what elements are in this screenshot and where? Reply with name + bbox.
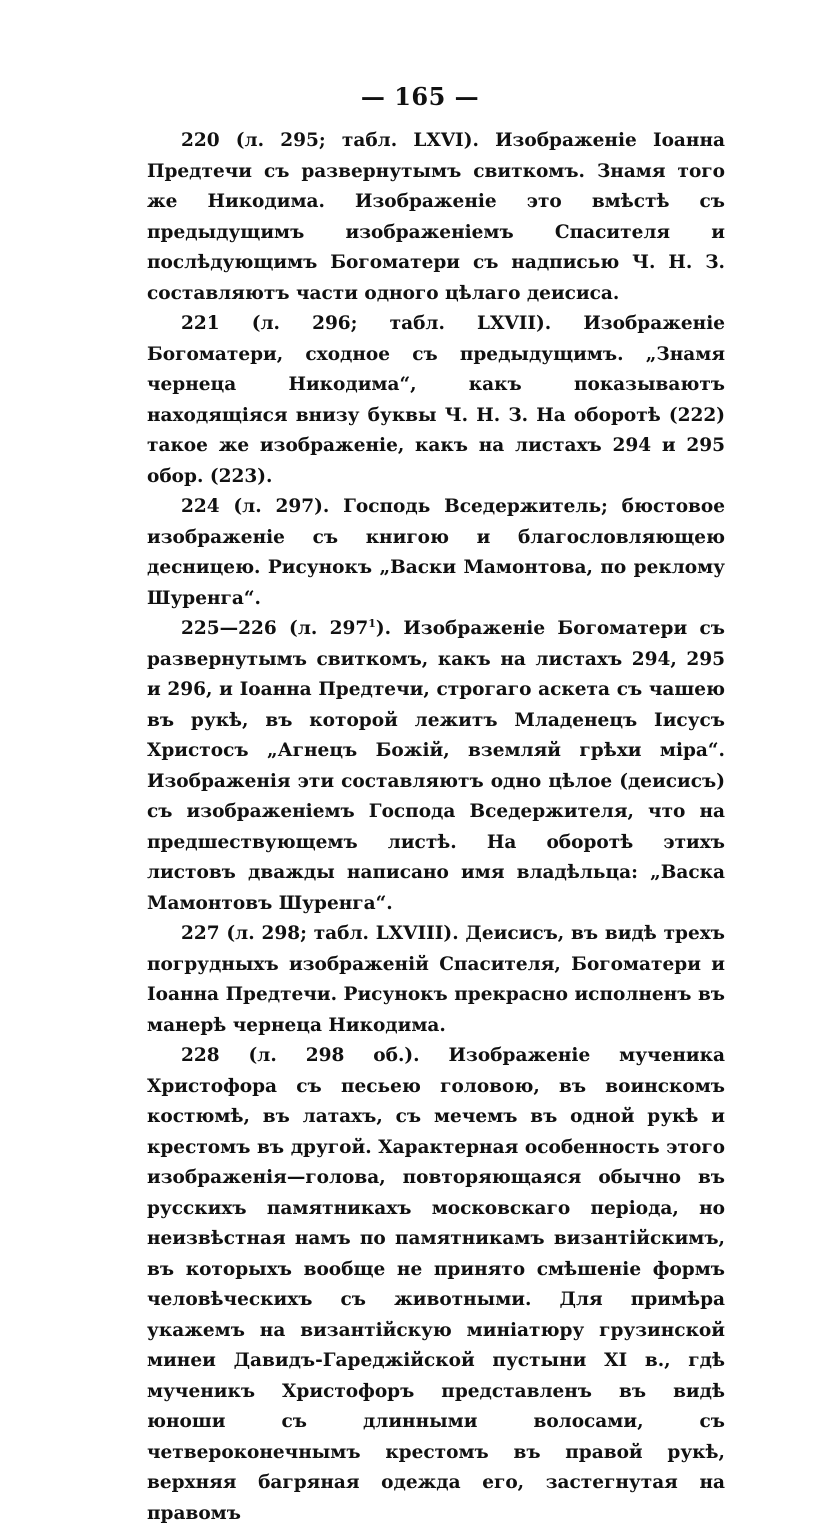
paragraph-228: 228 (л. 298 об.). Изображеніе мученика Христофора съ песьею головою, въ воинскомъ костюмѣ, въ латахъ, съ мечемъ въ одной рукѣ и крестомъ въ другой. Характерная особенность этого изображенія—голова, повторяющаяся обычно въ русскихъ памятникахъ московскаго періода, но неизвѣстная намъ по памятникамъ византійскимъ, въ которыхъ вообще не принято смѣшеніе формъ человѣческихъ съ животными. Для примѣра укажемъ на византійскую миніатюру грузинской минеи Давидъ-Гареджійской пустыни XI в., гдѣ мученикъ Христофоръ представленъ въ видѣ юноши съ длинными волосами, съ четвероконечнымъ крестомъ въ правой рукѣ, верхняя багряная одежда его, застегнутая на правомъ — [147, 1045, 725, 1524]
paragraph-221: 221 (л. 296; табл. LXVII). Изображеніе Богоматери, сходное съ предыдущимъ. „Знамя чернеца Никодима“, какъ показываютъ находящіяся внизу буквы Ч. Н. З. На оборотѣ (222) такое же изображеніе, какъ на листахъ 294 и 295 обор. (223). — [147, 313, 725, 487]
footnote-marker: 1 — [368, 616, 376, 630]
paragraph-225-226-rest: ). Изображеніе Богоматери съ развернутымъ свиткомъ, какъ на листахъ 294, 295 и 296, и Іоанна Предтечи, строгаго аскета съ чашею въ рукѣ, въ которой лежитъ Младенецъ Іисусъ Христосъ „Агнецъ Божій, вземляй грѣхи міра“. Изображенія эти составляютъ одно цѣлое (деисисъ) съ изображеніемъ Господа Вседержителя, что на предшествующемъ листѣ. На оборотѣ этихъ листовъ дважды написано имя владѣльца: „Васка Мамонтовъ Шуренга“. — [147, 618, 725, 914]
page-number: — 165 — — [360, 82, 480, 111]
paragraph-225-226 — [147, 614, 725, 919]
page-body — [147, 126, 725, 1529]
paragraph-227: 227 (л. 298; табл. LXVIII). Деисисъ, въ видѣ трехъ погрудныхъ изображеній Спасителя, Богоматери и Іоанна Предтечи. Рисунокъ прекрасно исполненъ въ манерѣ чернеца Никодима. — [147, 923, 725, 1036]
paragraph-220: 220 (л. 295; табл. LXVI). Изображеніе Іоанна Предтечи съ развернутымъ свиткомъ. Знамя того же Никодима. Изображеніе это вмѣстѣ съ предыдущимъ изображеніемъ Спасителя и послѣдующимъ Богоматери съ надписью Ч. Н. З. составляютъ части одного цѣлаго деисиса. — [147, 130, 725, 304]
paragraph-224: 224 (л. 297). Господь Вседержитель; бюстовое изображеніе съ книгою и благословляющею десницею. Рисунокъ „Васки Мамонтова, по реклому Шуренга“. — [147, 496, 725, 609]
paragraph-225-226-start: 225—226 (л. 297 — [181, 618, 369, 639]
